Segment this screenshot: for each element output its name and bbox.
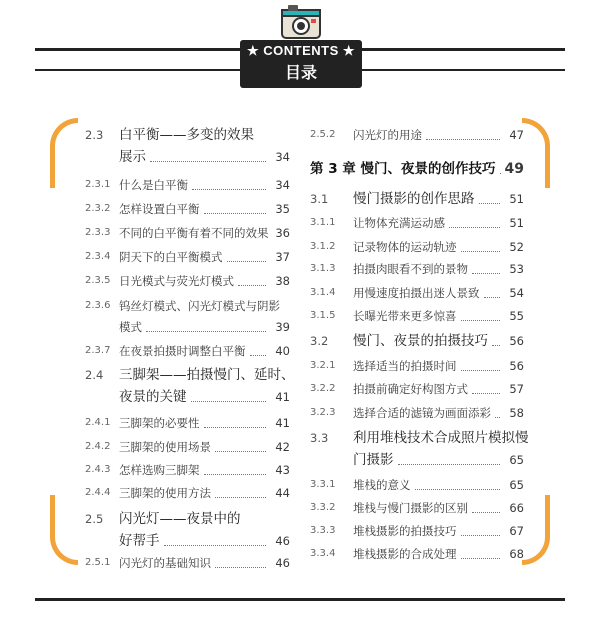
toc-leader-dots — [500, 173, 501, 174]
toc-entry-page: 41 — [275, 390, 290, 404]
toc-entry — [85, 222, 290, 244]
toc-entry-title: 选择适当的拍摄时间 — [353, 359, 457, 373]
toc-entry-page: 40 — [275, 344, 290, 358]
toc-leader-dots — [150, 161, 266, 162]
toc-entry — [85, 295, 290, 317]
toc-entry — [85, 340, 290, 362]
toc-entry-page: 39 — [275, 320, 290, 334]
toc-entry-title: 怎样设置白平衡 — [119, 202, 200, 216]
toc-entry-title: 三脚架的必要性 — [119, 416, 200, 430]
toc-entry-page: 57 — [509, 382, 524, 396]
toc-entry-title: 利用堆栈技术合成照片模拟慢 — [353, 430, 529, 446]
toc-entry-title: 模式 — [119, 320, 142, 334]
toc-entry-number: 2.4.3 — [85, 464, 111, 475]
toc-entry-title: 三脚架的使用场景 — [119, 440, 211, 454]
toc-entry-number: 3.2 — [310, 334, 329, 348]
toc-entry-number: 2.3.7 — [85, 345, 111, 356]
toc-entry-title: 不同的白平衡有着不同的效果 — [119, 226, 269, 240]
toc-entry — [310, 449, 524, 471]
toc-entry-number: 2.3 — [85, 128, 104, 142]
toc-entry-number: 3.1.1 — [310, 217, 336, 228]
toc-entry-number: 3.1.5 — [310, 310, 336, 321]
toc-entry-page: 52 — [509, 240, 524, 254]
toc-entry-number: 2.3.2 — [85, 203, 111, 214]
toc-entry-page: 51 — [509, 216, 524, 230]
toc-leader-dots — [215, 451, 266, 452]
toc-entry-page: 46 — [275, 556, 290, 570]
toc-entry-title: 堆栈与慢门摄影的区别 — [353, 501, 468, 515]
toc-leader-dots — [215, 567, 266, 568]
toc-entry-title: 好帮手 — [119, 533, 160, 549]
toc-entry-number: 2.3.4 — [85, 251, 111, 262]
toc-leader-dots — [398, 464, 501, 465]
toc-entry-number: 2.3.6 — [85, 300, 111, 311]
toc-leader-dots — [164, 545, 267, 546]
toc-entry-number: 2.3.3 — [85, 227, 111, 238]
toc-entry-number: 2.4 — [85, 368, 104, 382]
toc-leader-dots — [227, 261, 267, 262]
toc-entry-page: 35 — [275, 202, 290, 216]
toc-leader-dots — [472, 512, 500, 513]
toc-leader-dots — [472, 393, 500, 394]
toc-entry — [310, 497, 524, 519]
toc-entry-page: 47 — [509, 128, 524, 142]
toc-entry-page: 44 — [275, 486, 290, 500]
toc-entry — [85, 508, 290, 530]
toc-entry-title: 让物体充满运动感 — [353, 216, 445, 230]
toc-entry-title: 怎样选购三脚架 — [119, 463, 200, 477]
toc-entry-title: 什么是白平衡 — [119, 178, 188, 192]
toc-entry-title: 选择合适的滤镜为画面添彩 — [353, 406, 491, 420]
toc-entry-page: 42 — [275, 440, 290, 454]
toc-entry-page: 38 — [275, 274, 290, 288]
toc-leader-dots — [461, 320, 501, 321]
toc-entry-page: 65 — [509, 453, 524, 467]
toc-entry-number: 2.4.4 — [85, 487, 111, 498]
toc-entry — [85, 482, 290, 504]
toc-entry-page: 49 — [504, 161, 524, 177]
toc-leader-dots — [238, 285, 266, 286]
toc-entry-title: 白平衡——多变的效果 — [119, 127, 254, 143]
toc-leader-dots — [495, 417, 500, 418]
toc-entry-page: 53 — [509, 262, 524, 276]
toc-entry-page: 34 — [275, 150, 290, 164]
toc-entry-page: 68 — [509, 547, 524, 561]
toc-entry-page: 56 — [509, 359, 524, 373]
toc-entry-title: 拍摄肉眼看不到的景物 — [353, 262, 468, 276]
toc-entry — [310, 212, 524, 234]
toc-entry-number: 2.5.2 — [310, 129, 336, 140]
toc-entry-page: 41 — [275, 416, 290, 430]
toc-entry-number: 3.3.1 — [310, 479, 336, 490]
bottom-rule — [35, 598, 565, 601]
toc-entry-number: 3.3.4 — [310, 548, 336, 559]
toc-entry-number: 3.1.4 — [310, 287, 336, 298]
toc-entry-number: 2.3.1 — [85, 179, 111, 190]
toc-entry-title: 展示 — [119, 149, 146, 165]
toc-entry — [310, 355, 524, 377]
toc-entry — [310, 543, 524, 565]
toc-entry-page: 51 — [509, 192, 524, 206]
toc-entry — [310, 402, 524, 424]
toc-entry-page: 55 — [509, 309, 524, 323]
toc-leader-dots — [479, 203, 501, 204]
toc-entry-page: 37 — [275, 250, 290, 264]
toc-entry — [310, 520, 524, 542]
toc-entry-number: 2.5.1 — [85, 557, 111, 568]
toc-entry-title: 闪光灯的用途 — [353, 128, 422, 142]
toc-entry — [310, 258, 524, 280]
toc-entry — [85, 552, 290, 574]
toc-entry — [310, 124, 524, 146]
camera-icon — [280, 4, 322, 40]
toc-leader-dots — [461, 370, 501, 371]
toc-entry-page: 67 — [509, 524, 524, 538]
toc-leader-dots — [191, 401, 267, 402]
toc-entry-title: 闪光灯的基础知识 — [119, 556, 211, 570]
toc-entry-title: 日光模式与荧光灯模式 — [119, 274, 234, 288]
toc-leader-dots — [461, 558, 501, 559]
bracket-left-top — [50, 118, 78, 188]
toc-entry-number: 3.3.3 — [310, 525, 336, 536]
toc-entry-number: 3.1.3 — [310, 263, 336, 274]
toc-entry-number: 3.2.3 — [310, 407, 336, 418]
toc-entry — [85, 530, 290, 552]
toc-entry-title: 闪光灯——夜景中的 — [119, 511, 241, 527]
toc-entry-title: 门摄影 — [353, 452, 394, 468]
toc-entry — [310, 378, 524, 400]
toc-entry — [85, 124, 290, 146]
contents-title-cn: 目录 — [284, 63, 317, 82]
toc-entry-number: 3.2.1 — [310, 360, 336, 371]
toc-entry-page: 58 — [509, 406, 524, 420]
toc-leader-dots — [426, 139, 500, 140]
toc-entry-page: 34 — [275, 178, 290, 192]
toc-entry — [310, 474, 524, 496]
toc-entry — [310, 188, 524, 210]
toc-entry-number: 3.3 — [310, 431, 329, 445]
toc-entry — [85, 246, 290, 268]
toc-entry-page: 46 — [275, 534, 290, 548]
toc-leader-dots — [472, 273, 500, 274]
toc-entry — [85, 436, 290, 458]
toc-leader-dots — [250, 355, 267, 356]
toc-leader-dots — [461, 535, 501, 536]
toc-leader-dots — [215, 497, 266, 498]
contents-banner — [240, 40, 362, 88]
toc-entry-number: 3.1.2 — [310, 241, 336, 252]
toc-leader-dots — [415, 489, 501, 490]
toc-entry — [85, 270, 290, 292]
toc-leader-dots — [204, 474, 267, 475]
toc-entry-title: 慢门、夜景的拍摄技巧 — [353, 333, 488, 349]
chapter-title: 第 3 章 慢门、夜景的创作技巧 — [310, 161, 496, 177]
toc-leader-dots — [146, 331, 266, 332]
toc-leader-dots — [461, 251, 501, 252]
toc-leader-dots — [192, 189, 266, 190]
toc-leader-dots — [492, 345, 500, 346]
toc-leader-dots — [204, 213, 267, 214]
toc-entry-page: 43 — [275, 463, 290, 477]
toc-entry-title: 三脚架——拍摄慢门、延时、 — [119, 367, 295, 383]
toc-entry-page: 65 — [509, 478, 524, 492]
toc-entry — [85, 386, 290, 408]
toc-entry-title: 记录物体的运动轨迹 — [353, 240, 457, 254]
toc-entry-title: 拍摄前确定好构图方式 — [353, 382, 468, 396]
bracket-left-bottom — [50, 495, 78, 565]
toc-entry — [85, 459, 290, 481]
toc-entry-page: 56 — [509, 334, 524, 348]
toc-entry-title: 堆栈摄影的合成处理 — [353, 547, 457, 561]
toc-leader-dots — [484, 297, 501, 298]
toc-entry — [85, 198, 290, 220]
toc-entry-page: 66 — [509, 501, 524, 515]
toc-entry — [310, 236, 524, 258]
toc-entry — [310, 427, 529, 449]
toc-entry — [85, 174, 290, 196]
toc-leader-dots — [204, 427, 267, 428]
toc-entry-page: 36 — [275, 226, 290, 240]
toc-entry-title: 阴天下的白平衡模式 — [119, 250, 223, 264]
toc-entry — [310, 282, 524, 304]
toc-entry — [85, 146, 290, 168]
toc-entry — [310, 330, 524, 352]
contents-title-en: ★ CONTENTS ★ — [246, 43, 356, 58]
toc-entry — [85, 364, 295, 386]
toc-entry-title: 堆栈的意义 — [353, 478, 411, 492]
toc-entry-title: 长曝光带来更多惊喜 — [353, 309, 457, 323]
toc-entry-number: 3.1 — [310, 192, 329, 206]
toc-entry-number: 3.3.2 — [310, 502, 336, 513]
toc-entry-title: 堆栈摄影的拍摄技巧 — [353, 524, 457, 538]
bracket-right-top — [522, 118, 550, 188]
toc-entry-title: 钨丝灯模式、闪光灯模式与阴影 — [119, 299, 280, 313]
toc-entry-number: 2.3.5 — [85, 275, 111, 286]
toc-entry-title: 三脚架的使用方法 — [119, 486, 211, 500]
toc-entry-title: 用慢速度拍摄出迷人景致 — [353, 286, 480, 300]
toc-entry — [310, 158, 524, 180]
toc-entry-page: 54 — [509, 286, 524, 300]
bracket-right-bottom — [522, 495, 550, 565]
toc-leader-dots — [449, 227, 500, 228]
toc-entry-number: 3.2.2 — [310, 383, 336, 394]
toc-entry — [85, 412, 290, 434]
toc-entry-title: 夜景的关键 — [119, 389, 187, 405]
toc-entry — [310, 305, 524, 327]
toc-entry — [85, 316, 290, 338]
toc-entry-title: 在夜景拍摄时调整白平衡 — [119, 344, 246, 358]
toc-entry-number: 2.5 — [85, 512, 104, 526]
toc-entry-number: 2.4.2 — [85, 441, 111, 452]
toc-entry-number: 2.4.1 — [85, 417, 111, 428]
toc-entry-title: 慢门摄影的创作思路 — [353, 191, 475, 207]
